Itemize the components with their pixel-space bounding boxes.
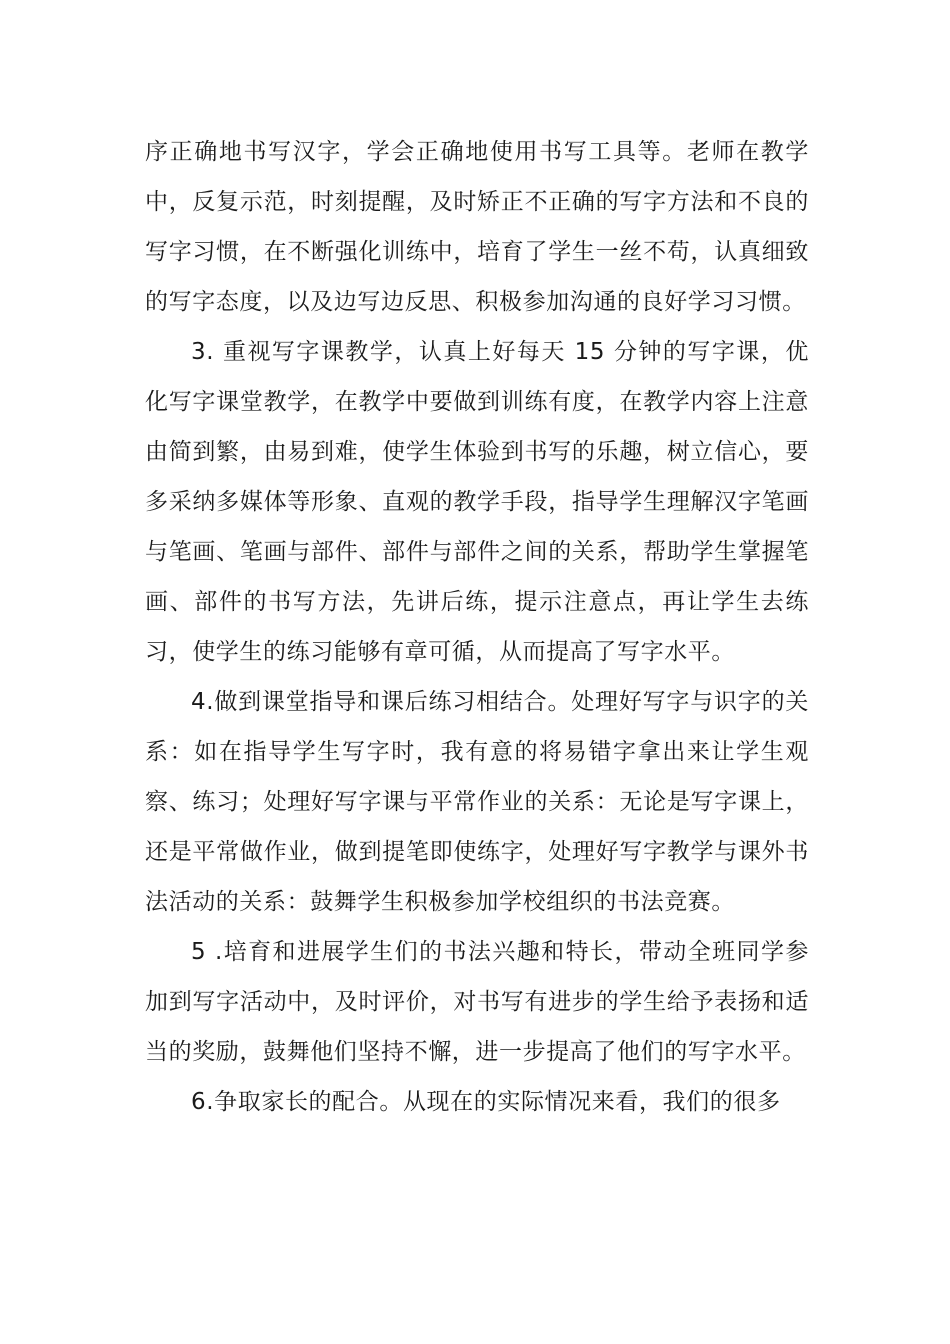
paragraph-item-3: 3. 重视写字课教学，认真上好每天 15 分钟的写字课，优化写字课堂教学，在教学中要做到训练有度，在教学内容上注意由简到繁，由易到难，使学生体验到书写的乐趣，树立信心，要多采纳多媒体等形象、直观的教学手段，指导学生理解汉字笔画与笔画、笔画与部件、部件与部件之间的关系，帮助学生掌握笔画、部件的书写方法，先讲后练，提示注意点，再让学生去练习，使学生的练习能够有章可循，从而提高了写字水平。: [145, 339, 809, 665]
paragraph-item-5: 5 .培育和进展学生们的书法兴趣和特长，带动全班同学参加到写字活动中，及时评价，对书写有进步的学生给予表扬和适当的奖励，鼓舞他们坚持不懈，进一步提高了他们的写字水平。: [145, 939, 809, 1065]
paragraph-item-4: 4.做到课堂指导和课后练习相结合。处理好写字与识字的关系：如在指导学生写字时，我有意的将易错字拿出来让学生观察、练习；处理好写字课与平常作业的关系：无论是写字课上，还是平常做作业，做到提笔即使练字，处理好写字教学与课外书法活动的关系：鼓舞学生积极参加学校组织的书法竞赛。: [145, 689, 809, 915]
paragraph-item-6: 6.争取家长的配合。从现在的实际情况来看，我们的很多: [191, 1089, 781, 1115]
paragraph-continuation: 序正确地书写汉字，学会正确地使用书写工具等。老师在教学中，反复示范，时刻提醒，及时矫正不正确的写字方法和不良的写字习惯，在不断强化训练中，培育了学生一丝不苟，认真细致的写字态度，以及边写边反思、积极参加沟通的良好学习习惯。: [145, 139, 809, 315]
document-body: [145, 127, 809, 1127]
